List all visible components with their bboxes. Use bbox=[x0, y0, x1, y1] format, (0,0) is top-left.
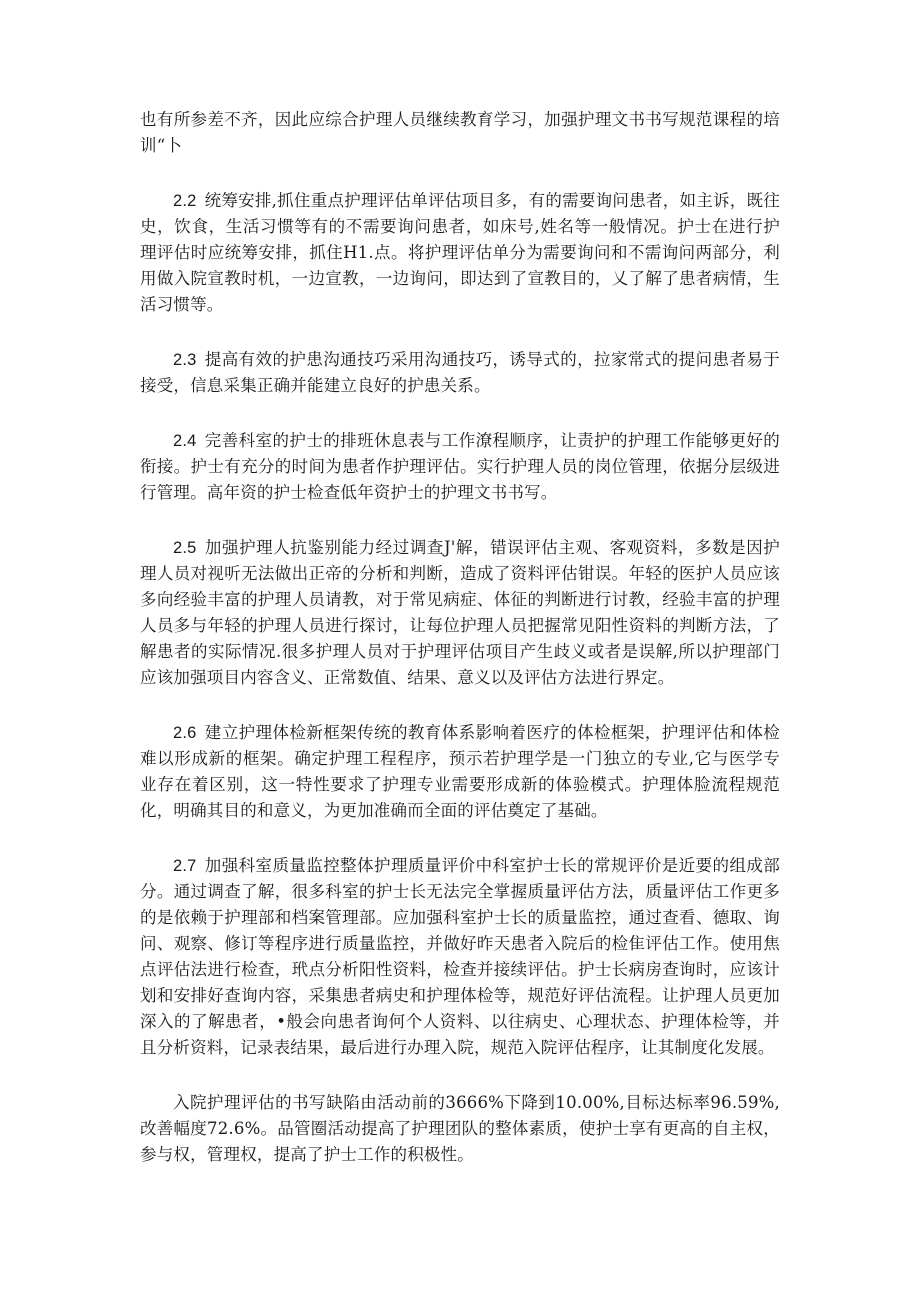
section-number: 2.5 bbox=[173, 539, 197, 557]
section-2-4 bbox=[140, 428, 780, 506]
section-2-7 bbox=[140, 853, 780, 1061]
section-text: 统筹安排,抓住重点护理评估单评估项目多，有的需要询问患者，如主诉，既往史，饮食，生活习惯等有的不需要询问患者，如床号,姓名等一般情况。护士在进行护理评估时应统筹安排，抓住H1.点。将护理评估单分为需要询问和不需询问两部分，利用做入院宣教时机，一边宣教，一边询问，即达到了宣教目的，乂了解了患者病情，生活习惯等。 bbox=[140, 191, 780, 314]
section-text: 完善科室的护士的排班休息表与工作潦程顺序，让责护的护理工作能够更好的衔接。护士有充分的时间为患者作护理评估。实行护理人员的岗位管理，依据分层级进行管理。高年资的护士检查低年资护士的护理文书书写。 bbox=[140, 431, 780, 502]
document-page bbox=[140, 107, 780, 1197]
section-2-2 bbox=[140, 188, 780, 318]
section-2-5 bbox=[140, 535, 780, 691]
section-text: 加强科室质量监控整体护理质量评价中科室护士长的常规评价是近要的组成部分。通过调查了解，很多科室的护士长无法完全掌握质量评估方法，质量评估工作更多的是依赖于护理部和档案管理部。应加强科室护士长的质量监控，通过查看、德取、询问、观察、修订等程序进行质量监控，并做好昨天患者入院后的检隹评估工作。使用焦点评估法进行检查，玳点分析阳性资料，检查并接续评估。护士长病房查询时，应该计划和安排好查询内容，采集患者病史和护理体检等，规范好评估流程。让护理人员更加深入的了解患者，•般会向患者询何个人资料、以往病史、心理状态、护理体检等，并且分析资料，记录表结果，最后进行办理入院，规范入院评估程序，让其制度化发展。 bbox=[140, 856, 780, 1057]
section-number: 2.2 bbox=[173, 192, 197, 210]
section-text: 提高有效的护患沟通技巧采用沟通技巧，诱导式的，拉家常式的提问患者易于接受，信息采集正确并能建立良好的护患关系。 bbox=[140, 350, 780, 395]
section-number: 2.4 bbox=[173, 432, 197, 450]
section-number: 2.3 bbox=[173, 351, 197, 369]
section-number: 2.7 bbox=[173, 857, 197, 875]
section-text: 建立护理体检新框架传统的教育体系影响着医疗的体检框架，护理评估和体检难以形成新的框架。确定护理工程程序，预示若护理学是一门独立的专业,它与医学专业存在着区别，这一特性要求了护理专业需要形成新的体验模式。护理体脸流程规范化，明确其目的和意义，为更加准确而全面的评估奠定了基础。 bbox=[140, 723, 780, 820]
section-text: 加强护理人抗鉴别能力经过调查J'解，错误评估主观、客观资料，多数是因护理人员对视听无法做出正帝的分析和判断，造成了资料评估钳误。年轻的医护人员应该多向经验丰富的护理人员请教，对于常见病症、体征的判断进行讨教，经验丰富的护理人员多与年轻的护理人员进行探讨，让每位护理人员把握常见阳性资料的判断方法，了解患者的实际情况.很多护理人员对于护理评估项目产生歧义或者是误解,所以护理部门应该加强项目内容含义、正常数值、结果、意义以及评估方法进行界定。 bbox=[140, 538, 780, 687]
section-2-6 bbox=[140, 720, 780, 824]
section-2-3 bbox=[140, 347, 780, 399]
intro-paragraph: 也有所参差不齐，因此应综合护理人员继续教育学习，加强护理文书书写规范课程的培训“卜 bbox=[140, 110, 780, 155]
conclusion-paragraph: 入院护理评估的书写缺陷由活动前的3666%下降到10.00%,目标达标率96.59%,改善幅度72.6%。品管圈活动提高了护理团队的整体素质，使护士享有更高的自主权，参与权，管理权，提高了护士工作的积极性。 bbox=[140, 1093, 780, 1164]
section-number: 2.6 bbox=[173, 724, 197, 742]
